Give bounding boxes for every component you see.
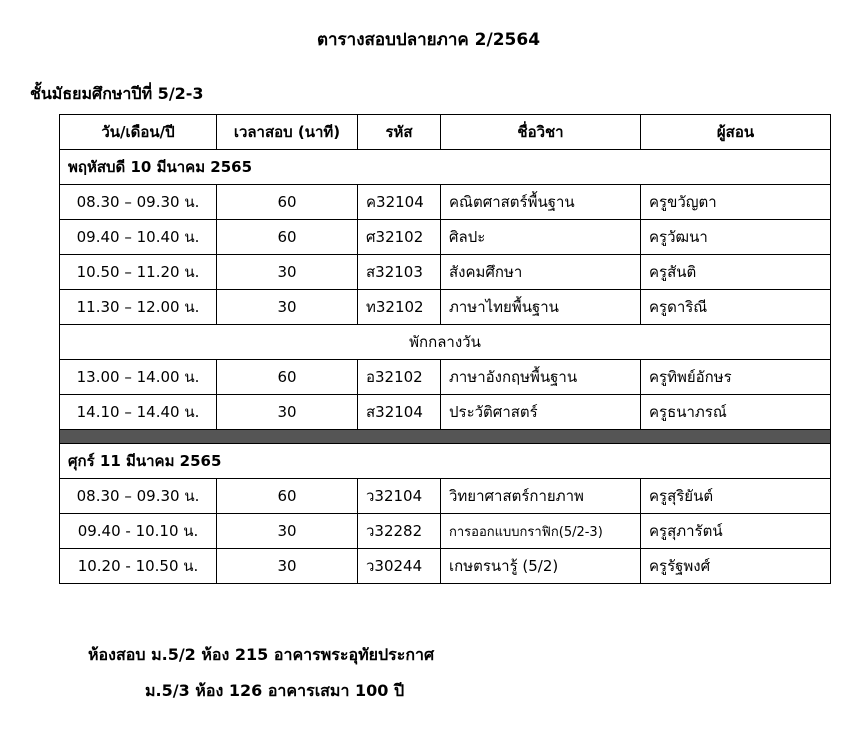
table-row	[60, 549, 831, 584]
code-cell: อ32102	[358, 360, 441, 395]
teacher-cell: ครูวัฒนา	[641, 220, 831, 255]
table-row	[60, 290, 831, 325]
time-cell: 14.10 – 14.40 น.	[60, 395, 217, 430]
table-row	[60, 360, 831, 395]
time-cell: 08.30 – 09.30 น.	[60, 479, 217, 514]
code-cell: ส32104	[358, 395, 441, 430]
subject-cell: ภาษาอังกฤษพื้นฐาน	[441, 360, 641, 395]
day-separator	[60, 430, 831, 444]
header-code: รหัส	[358, 115, 441, 150]
subject-cell: ภาษาไทยพื้นฐาน	[441, 290, 641, 325]
time-cell: 13.00 – 14.00 น.	[60, 360, 217, 395]
subject-cell: วิทยาศาสตร์กายภาพ	[441, 479, 641, 514]
table-header-row	[60, 115, 831, 150]
duration-cell: 30	[217, 514, 358, 549]
code-cell: ว32282	[358, 514, 441, 549]
table-row	[60, 185, 831, 220]
duration-cell: 60	[217, 360, 358, 395]
duration-cell: 30	[217, 395, 358, 430]
table-row	[60, 479, 831, 514]
header-time: วัน/เดือน/ปี	[60, 115, 217, 150]
grade-level: ชั้นมัธยมศึกษาปีที่ 5/2-3	[30, 84, 204, 103]
table-row	[60, 395, 831, 430]
subject-cell: ศิลปะ	[441, 220, 641, 255]
subject-cell: คณิตศาสตร์พื้นฐาน	[441, 185, 641, 220]
duration-cell: 30	[217, 290, 358, 325]
teacher-cell: ครูสุภารัตน์	[641, 514, 831, 549]
exam-schedule-table	[59, 114, 831, 584]
header-subject: ชื่อวิชา	[441, 115, 641, 150]
day2-label: ศุกร์ 11 มีนาคม 2565	[60, 444, 831, 479]
code-cell: ท32102	[358, 290, 441, 325]
page-title: ตารางสอบปลายภาค 2/2564	[316, 30, 541, 50]
teacher-cell: ครูสุริยันต์	[641, 479, 831, 514]
teacher-cell: ครูธนาภรณ์	[641, 395, 831, 430]
day1-row	[60, 150, 831, 185]
teacher-cell: ครูสันติ	[641, 255, 831, 290]
time-cell: 10.50 – 11.20 น.	[60, 255, 217, 290]
lunch-break-row	[60, 325, 831, 360]
time-cell: 11.30 – 12.00 น.	[60, 290, 217, 325]
header-teacher: ผู้สอน	[641, 115, 831, 150]
duration-cell: 30	[217, 255, 358, 290]
subject-cell: เกษตรนารู้ (5/2)	[441, 549, 641, 584]
exam-room-line-1: ห้องสอบ ม.5/2 ห้อง 215 อาคารพระอุทัยประกาศ	[88, 645, 435, 664]
code-cell: ศ32102	[358, 220, 441, 255]
time-cell: 09.40 - 10.10 น.	[60, 514, 217, 549]
day1-label: พฤหัสบดี 10 มีนาคม 2565	[60, 150, 831, 185]
teacher-cell: ครูรัฐพงศ์	[641, 549, 831, 584]
teacher-cell: ครูขวัญตา	[641, 185, 831, 220]
code-cell: ค32104	[358, 185, 441, 220]
lunch-break-label: พักกลางวัน	[60, 325, 831, 360]
teacher-cell: ครูทิพย์อักษร	[641, 360, 831, 395]
time-cell: 10.20 - 10.50 น.	[60, 549, 217, 584]
code-cell: ว32104	[358, 479, 441, 514]
duration-cell: 60	[217, 479, 358, 514]
day2-row	[60, 444, 831, 479]
time-cell: 09.40 – 10.40 น.	[60, 220, 217, 255]
header-duration: เวลาสอบ (นาที)	[217, 115, 358, 150]
code-cell: ส32103	[358, 255, 441, 290]
table-row	[60, 220, 831, 255]
exam-room-line-2: ม.5/3 ห้อง 126 อาคารเสมา 100 ปี	[145, 681, 405, 700]
subject-cell: การออกแบบกราฟิก(5/2-3)	[441, 514, 641, 549]
duration-cell: 60	[217, 220, 358, 255]
subject-cell: สังคมศึกษา	[441, 255, 641, 290]
subject-cell: ประวัติศาสตร์	[441, 395, 641, 430]
code-cell: ว30244	[358, 549, 441, 584]
table-row	[60, 514, 831, 549]
teacher-cell: ครูดาริณี	[641, 290, 831, 325]
duration-cell: 60	[217, 185, 358, 220]
separator-bar	[60, 430, 831, 444]
duration-cell: 30	[217, 549, 358, 584]
time-cell: 08.30 – 09.30 น.	[60, 185, 217, 220]
table-row	[60, 255, 831, 290]
